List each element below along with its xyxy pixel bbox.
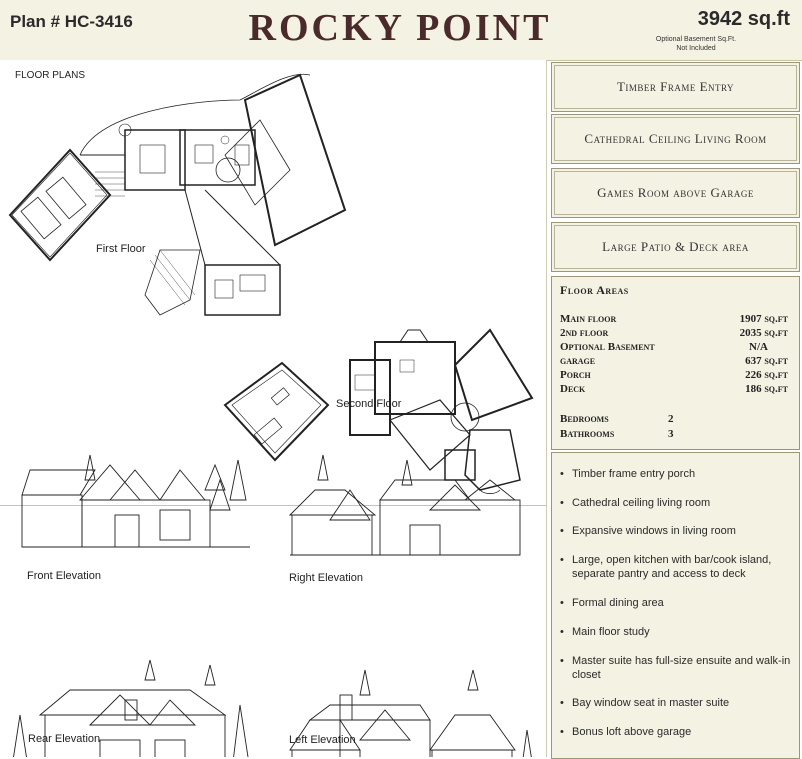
bathrooms-label: Bathrooms <box>560 428 615 440</box>
area-label: garage <box>560 355 596 367</box>
area-label: 2nd floor <box>560 327 609 339</box>
plan-number: Plan # HC-3416 <box>10 12 133 31</box>
sqft-note-line1: Optional Basement Sq.Ft. <box>655 36 737 43</box>
list-item: • Master suite has full-size ensuite and walk-in closet <box>560 655 791 681</box>
list-item: • Large, open kitchen with bar/cook island, separate pantry and access to deck <box>560 554 772 580</box>
area-label: Main floor <box>560 313 617 325</box>
area-row <box>560 341 788 353</box>
header <box>0 0 802 61</box>
elevation-drawings <box>0 60 546 757</box>
area-row <box>560 369 788 381</box>
front-elevation-label: Front Elevation <box>27 570 101 582</box>
bullet-icon: • <box>560 468 564 480</box>
features-list <box>551 452 800 759</box>
left-elevation-label: Left Elevation <box>289 734 356 746</box>
area-row <box>560 313 788 325</box>
bathrooms-value: 3 <box>668 428 674 440</box>
front-elevation-drawing <box>22 455 250 547</box>
page-title: ROCKY POINT <box>248 7 552 49</box>
bullet-icon: • <box>560 726 564 738</box>
bullet-icon: • <box>560 626 564 638</box>
first-floor-label: First Floor <box>96 243 146 255</box>
feature-box-patio-deck: Large Patio & Deck area <box>551 222 800 272</box>
area-value: 637 sq.ft <box>745 355 788 367</box>
area-value: N/A <box>749 341 768 353</box>
info-panel <box>548 60 802 757</box>
area-value: 1907 sq.ft <box>739 313 788 325</box>
area-value: 186 sq.ft <box>745 383 788 395</box>
area-value: 226 sq.ft <box>745 369 788 381</box>
bullet-icon: • <box>560 655 564 667</box>
bullet-icon: • <box>560 525 564 537</box>
area-value: 2035 sq.ft <box>739 327 788 339</box>
sqft-note <box>636 35 756 53</box>
area-row <box>560 327 788 339</box>
list-item: • Cathedral ceiling living room <box>560 497 711 509</box>
bathrooms-row <box>560 428 674 440</box>
area-label: Porch <box>560 369 591 381</box>
right-elevation-drawing <box>290 455 520 555</box>
area-row <box>560 383 788 395</box>
area-row <box>560 355 788 367</box>
bullet-icon: • <box>560 697 564 709</box>
floor-areas-panel <box>551 276 800 450</box>
total-sqft: 3942 sq.ft <box>697 8 790 30</box>
list-item: • Expansive windows in living room <box>560 525 736 537</box>
list-item: • Bonus loft above garage <box>560 726 692 738</box>
sqft-note-line2: Not Included <box>676 45 716 52</box>
bedrooms-value: 2 <box>668 413 674 425</box>
feature-box-timber-entry: Timber Frame Entry <box>551 62 800 112</box>
right-elevation-label: Right Elevation <box>289 572 363 584</box>
floor-areas-heading: Floor Areas <box>560 283 629 297</box>
feature-box-games-room: Games Room above Garage <box>551 168 800 218</box>
list-item: • Main floor study <box>560 626 650 638</box>
bullet-icon: • <box>560 554 564 566</box>
area-label: Deck <box>560 383 586 395</box>
floor-plans-heading: FLOOR PLANS <box>15 70 86 81</box>
rear-elevation-label: Rear Elevation <box>28 733 101 745</box>
list-item: • Formal dining area <box>560 597 664 609</box>
bullet-icon: • <box>560 497 564 509</box>
bedrooms-row <box>560 413 674 425</box>
bullet-icon: • <box>560 597 564 609</box>
list-item: • Bay window seat in master suite <box>560 697 730 709</box>
area-label: Optional Basement <box>560 341 655 353</box>
feature-box-cathedral-ceiling: Cathedral Ceiling Living Room <box>551 114 800 164</box>
list-item: • Timber frame entry porch <box>560 468 696 480</box>
plans-panel <box>0 60 547 757</box>
second-floor-label: Second Floor <box>336 398 402 410</box>
bedrooms-label: Bedrooms <box>560 413 609 425</box>
